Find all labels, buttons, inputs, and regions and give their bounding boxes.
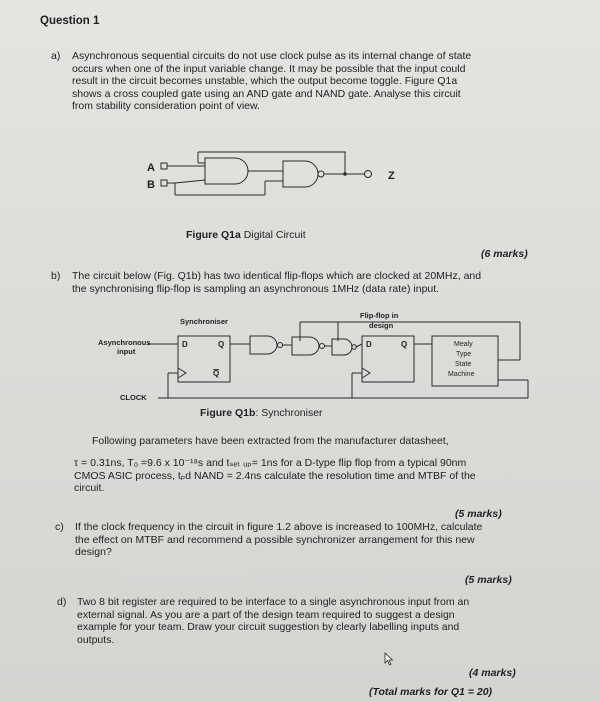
figure-q1b-caption-bold: Figure Q1b bbox=[200, 407, 256, 419]
part-c-text bbox=[75, 521, 482, 559]
async-label-1: Asynchronous bbox=[98, 338, 151, 347]
part-a-line: shows a cross coupled gate using an AND gate and NAND gate. Analyse this circuit bbox=[72, 87, 461, 100]
ff1-qbar-pin: Q bbox=[213, 369, 220, 378]
total-marks: (Total marks for Q1 = 20) bbox=[369, 686, 493, 698]
mouse-cursor-icon bbox=[384, 652, 394, 666]
figure-q1b-caption bbox=[200, 407, 323, 420]
part-d-line: outputs. bbox=[77, 633, 115, 646]
part-a-line: from stability consideration point of view. bbox=[72, 100, 260, 112]
machine-label-3: State bbox=[455, 361, 472, 368]
figure-q1a-caption-rest: Digital Circuit bbox=[240, 229, 306, 241]
ff2-q-pin: Q bbox=[401, 340, 408, 349]
clock-label: CLOCK bbox=[120, 393, 147, 402]
part-b-params-line: circuit. bbox=[74, 482, 105, 494]
machine-label-2: Type bbox=[456, 351, 472, 358]
part-b-params-line: CMOS ASIC process, tₚd NAND = 2.4ns calculate the resolution time and MTBF of the bbox=[74, 469, 476, 482]
part-b-line: the synchronising flip-flop is sampling an asynchronous 1MHz (data rate) input. bbox=[72, 282, 440, 295]
part-a-line: occurs when one of the input variable change. It may be possible that the input could bbox=[72, 62, 466, 75]
part-a-line: Asynchronous sequential circuits do not use clock pulse as its internal change of state bbox=[72, 50, 472, 62]
part-c-line: the effect on MTBF and recommend a possible synchronizer arrangement for this new bbox=[75, 533, 475, 546]
figure-q1a-caption-bold: Figure Q1a bbox=[186, 229, 241, 241]
part-d-line: Two 8 bit register are required to be interface to a single asynchronous input from an bbox=[77, 596, 470, 608]
part-a-line: result in the circuit becomes unstable, which the output become toggle. Figure Q1a bbox=[72, 75, 458, 87]
part-b-params-line: τ = 0.31ns, T₀ =9.6 x 10⁻¹⁸s and tₛₑₜ ᵤₚ= 1ns for a D-type flip flop from a typical 90nm bbox=[74, 457, 467, 469]
input-b-label: B bbox=[147, 179, 155, 191]
output-z-label: Z bbox=[388, 170, 395, 182]
ff1-d-pin: D bbox=[182, 340, 188, 349]
part-b-params-intro: Following parameters have been extracted from the manufacturer datasheet, bbox=[92, 435, 449, 447]
question-title: Question 1 bbox=[40, 15, 100, 27]
part-c-line: design? bbox=[75, 546, 112, 558]
machine-label-4: Machine bbox=[448, 371, 475, 378]
part-d-label: d) bbox=[57, 596, 67, 608]
part-c-label: c) bbox=[55, 521, 64, 533]
machine-label-1: Mealy bbox=[454, 341, 473, 348]
part-d-marks: (4 marks) bbox=[469, 667, 516, 679]
figure-q1b-caption-rest: : Synchroniser bbox=[255, 407, 323, 419]
part-d-line: example for your team. Draw your circuit suggestion by clearly labelling inputs and bbox=[77, 621, 460, 633]
part-d-text bbox=[77, 596, 469, 646]
async-label-2: input bbox=[117, 347, 136, 356]
part-a-label: a) bbox=[51, 50, 61, 62]
synchroniser-label: Synchroniser bbox=[180, 317, 228, 326]
ff2-d-pin: D bbox=[366, 340, 372, 349]
part-d-line: external signal. As you are a part of the design team required to suggest a design bbox=[77, 608, 455, 621]
part-b-label: b) bbox=[51, 270, 61, 282]
part-b-params bbox=[74, 457, 476, 495]
part-c-line: If the clock frequency in the circuit in figure 1.2 above is increased to 100MHz, calculate bbox=[75, 521, 483, 533]
flipflop-label-1: Flip-flop in bbox=[360, 311, 399, 320]
flipflop-label-2: design bbox=[369, 321, 394, 330]
part-a-marks: (6 marks) bbox=[481, 248, 528, 260]
part-b-marks: (5 marks) bbox=[455, 508, 502, 520]
part-b-line: The circuit below (Fig. Q1b) has two identical flip-flops which are clocked at 20MHz, and bbox=[72, 270, 482, 282]
ff1-q-pin: Q bbox=[218, 340, 225, 349]
input-a-label: A bbox=[147, 162, 155, 174]
part-c-marks: (5 marks) bbox=[465, 574, 512, 586]
